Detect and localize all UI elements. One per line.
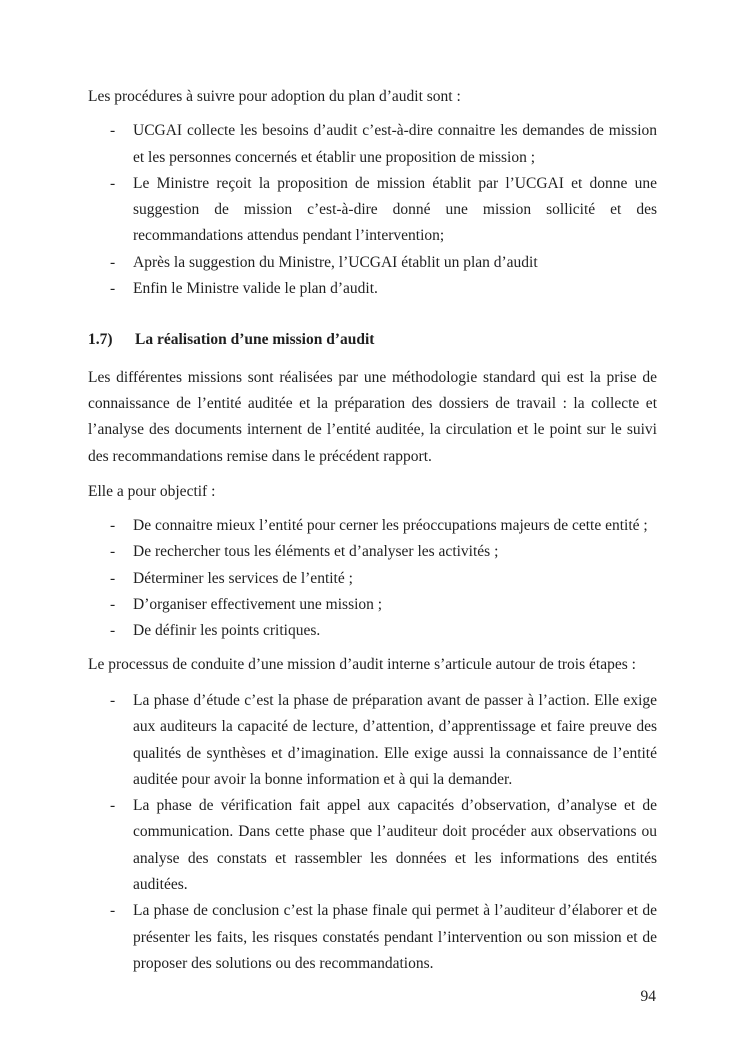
dash-marker: -	[110, 596, 116, 614]
page-number: 94	[640, 988, 656, 1005]
section-number: 1.7)	[88, 331, 113, 349]
list-item	[88, 793, 657, 898]
dash-marker: -	[110, 797, 116, 815]
list-item	[88, 171, 657, 250]
dash-marker: -	[110, 543, 116, 561]
list-item	[88, 566, 657, 592]
dash-marker: -	[110, 253, 116, 271]
dash-marker: -	[110, 280, 116, 298]
list-item-text: La phase d’étude c’est la phase de préparation avant de passer à l’action. Elle exige aux auditeurs la capacité de lecture, d’attention, d’apprentissage et faire preuve des qualités de synthèses et d’imagination. Elle exige aussi la connaissance de l’entité auditée pour avoir la bonne information et à qui la demander.	[133, 691, 657, 788]
list-item-text: Enfin le Ministre valide le plan d’audit.	[133, 280, 378, 298]
list-item	[88, 513, 657, 539]
objectives-list	[88, 513, 657, 644]
list-item-text: La phase de conclusion c’est la phase finale qui permet à l’auditeur d’élaborer et de présenter les faits, les risques constatés pendant l’intervention ou son mission et de proposer des solutions ou des recommandations.	[133, 902, 657, 972]
list-item	[88, 250, 657, 276]
list-item-text: De connaitre mieux l’entité pour cerner les préoccupations majeurs de cette entité ;	[133, 517, 648, 535]
list-item	[88, 118, 657, 171]
list-item	[88, 618, 657, 644]
list-item-text: De rechercher tous les éléments et d’analyser les activités ;	[133, 543, 499, 561]
intro-paragraph: Les procédures à suivre pour adoption du plan d’audit sont :	[88, 88, 461, 105]
list-item-text: Le Ministre reçoit la proposition de mission établit par l’UCGAI et donne une suggestion de mission c’est-à-dire donné une mission sollicité et des recommandations attendus pendant l’intervention;	[133, 174, 657, 245]
list-item-text: UCGAI collecte les besoins d’audit c’est-à-dire connaitre les demandes de mission et les personnes concernés et établir une proposition de mission ;	[133, 122, 657, 166]
dash-marker: -	[110, 902, 116, 920]
list-item	[88, 592, 657, 618]
list-item-text: La phase de vérification fait appel aux capacités d’observation, d’analyse et de communication. Dans cette phase que l’auditeur doit procéder aux observations ou analyse des constats et rassembler les données et les informations des entités auditées.	[133, 797, 657, 894]
dash-marker: -	[110, 569, 116, 587]
dash-marker: -	[110, 622, 116, 640]
list-item	[88, 688, 657, 793]
dash-marker: -	[110, 174, 116, 192]
list-item	[88, 898, 657, 977]
objectives-intro: Elle a pour objectif :	[88, 482, 216, 500]
dash-marker: -	[110, 517, 116, 535]
list-item-text: De définir les points critiques.	[133, 622, 321, 640]
page-content	[88, 0, 657, 977]
list-item-text: Déterminer les services de l’entité ;	[133, 569, 353, 587]
list-item	[88, 539, 657, 565]
section-heading	[88, 327, 657, 353]
section-title: La réalisation d’une mission d’audit	[135, 331, 375, 349]
list-item-text: D’organiser effectivement une mission ;	[133, 596, 383, 614]
body-paragraph: Les différentes missions sont réalisées par une méthodologie standard qui est la prise de connaissance de l’entité auditée et la préparation des dossiers de travail : la collecte et l’analyse des documents internent de l’entité auditée, la circulation et le point sur le suivi des recommandations remise dans le précédent rapport.	[88, 368, 657, 465]
phases-list	[88, 688, 657, 977]
list-item	[88, 276, 657, 302]
process-intro: Le processus de conduite d’une mission d’audit interne s’articule autour de trois étapes :	[88, 655, 636, 673]
dash-marker: -	[110, 122, 116, 140]
dash-marker: -	[110, 691, 116, 709]
list-item-text: Après la suggestion du Ministre, l’UCGAI établit un plan d’audit	[133, 253, 538, 271]
procedures-list	[88, 118, 657, 302]
